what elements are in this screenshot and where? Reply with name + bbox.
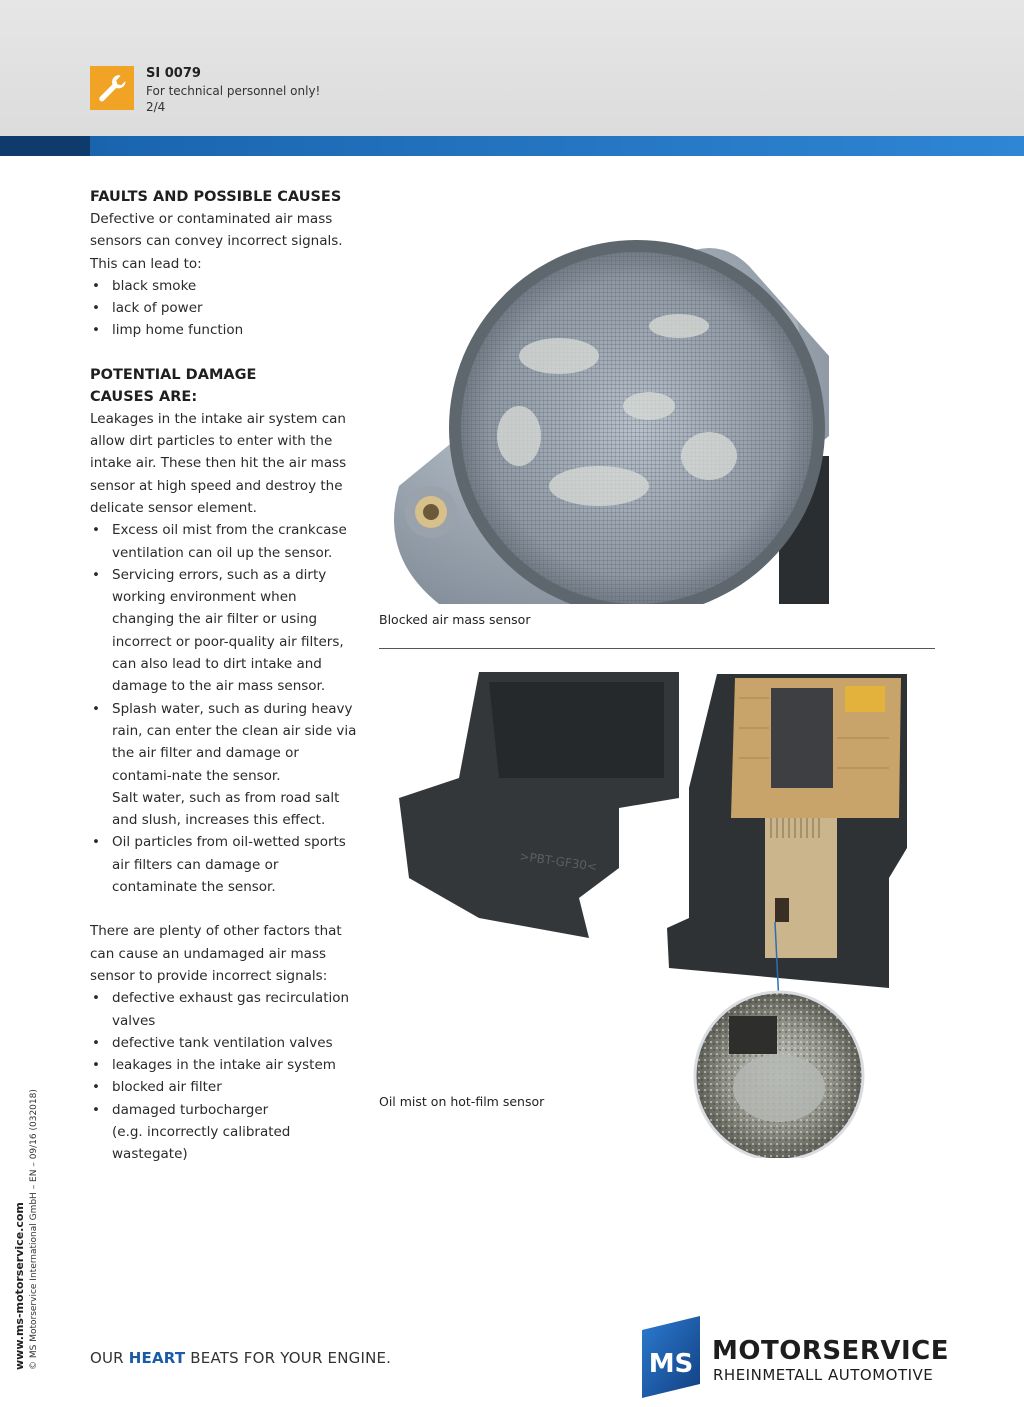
figure-caption-hot-film: Oil mist on hot-film sensor <box>379 1094 545 1109</box>
slogan-post: BEATS FOR YOUR ENGINE. <box>185 1349 392 1367</box>
wrench-badge <box>90 66 134 110</box>
wrench-icon <box>96 72 128 104</box>
faults-intro: Defective or contaminated air mass sensors can convey incorrect signals. This can lead to: <box>90 211 343 272</box>
figure-divider <box>379 648 935 649</box>
ms-logo <box>642 1316 700 1398</box>
copyright-text: © MS Motorservice International GmbH – EN – 09/16 (032018) <box>29 1089 39 1370</box>
list-item: • blocked air filter <box>90 1076 362 1098</box>
list-item: • limp home function <box>90 319 362 341</box>
brand-subtitle: RHEINMETALL AUTOMOTIVE <box>713 1366 934 1384</box>
list-item: • defective exhaust gas recirculation valves <box>90 987 362 1032</box>
document-code: SI 0079 <box>146 66 201 81</box>
list-item: • Splash water, such as during heavy rain, can enter the clean air side via the air filter and damage or contami-nate the sensor. Salt water, such as from road salt and slush, increases this effect. <box>90 698 362 832</box>
slogan-pre: OUR <box>90 1349 129 1367</box>
blocked-sensor-photo <box>379 236 829 604</box>
svg-text:>PBT-GF30<: >PBT-GF30< <box>518 849 598 874</box>
faults-list <box>90 275 362 342</box>
list-item: • black smoke <box>90 275 362 297</box>
other-list <box>90 987 362 1165</box>
page-header <box>0 0 1024 136</box>
main-text-column <box>90 186 362 1166</box>
list-item: • leakages in the intake air system <box>90 1054 362 1076</box>
other-intro: There are plenty of other factors that can cause an undamaged air mass sensor to provide incorrect signals: <box>90 923 342 984</box>
damage-heading-line2: CAUSES ARE: <box>90 388 198 405</box>
brand-name: MOTORSERVICE <box>712 1336 949 1366</box>
list-item: • Excess oil mist from the crankcase ventilation can oil up the sensor. <box>90 519 362 564</box>
figure-caption-blocked-sensor: Blocked air mass sensor <box>379 612 531 627</box>
slogan <box>90 1349 391 1367</box>
damage-heading-line1: POTENTIAL DAMAGE <box>90 366 257 383</box>
list-item: • lack of power <box>90 297 362 319</box>
list-item: • damaged turbocharger (e.g. incorrectly calibrated wastegate) <box>90 1099 362 1166</box>
list-item: • Servicing errors, such as a dirty working environment when changing the air filter or using incorrect or poor-quality air filters, can also lead to dirt intake and damage to the air mass sensor. <box>90 564 362 698</box>
logo-letters: MS <box>648 1349 694 1379</box>
website-url[interactable]: www.ms-motorservice.com <box>13 1202 26 1370</box>
slogan-highlight: HEART <box>128 1349 186 1367</box>
list-item: • Oil particles from oil-wetted sports air filters can damage or contaminate the sensor. <box>90 831 362 898</box>
faults-heading: FAULTS AND POSSIBLE CAUSES <box>90 189 342 205</box>
page-number: 2/4 <box>146 100 166 114</box>
header-bar-dark <box>0 136 90 156</box>
side-footer <box>8 1089 39 1370</box>
header-bar-blue <box>90 136 1024 156</box>
hot-film-sensor-photo <box>379 668 939 1158</box>
damage-list <box>90 519 362 898</box>
list-item: • defective tank ventilation valves <box>90 1032 362 1054</box>
personnel-warning: For technical personnel only! <box>146 84 321 98</box>
damage-intro: Leakages in the intake air system can allow dirt particles to enter with the intake air. These then hit the air mass sensor at high speed and destroy the delicate sensor element. <box>90 410 347 516</box>
